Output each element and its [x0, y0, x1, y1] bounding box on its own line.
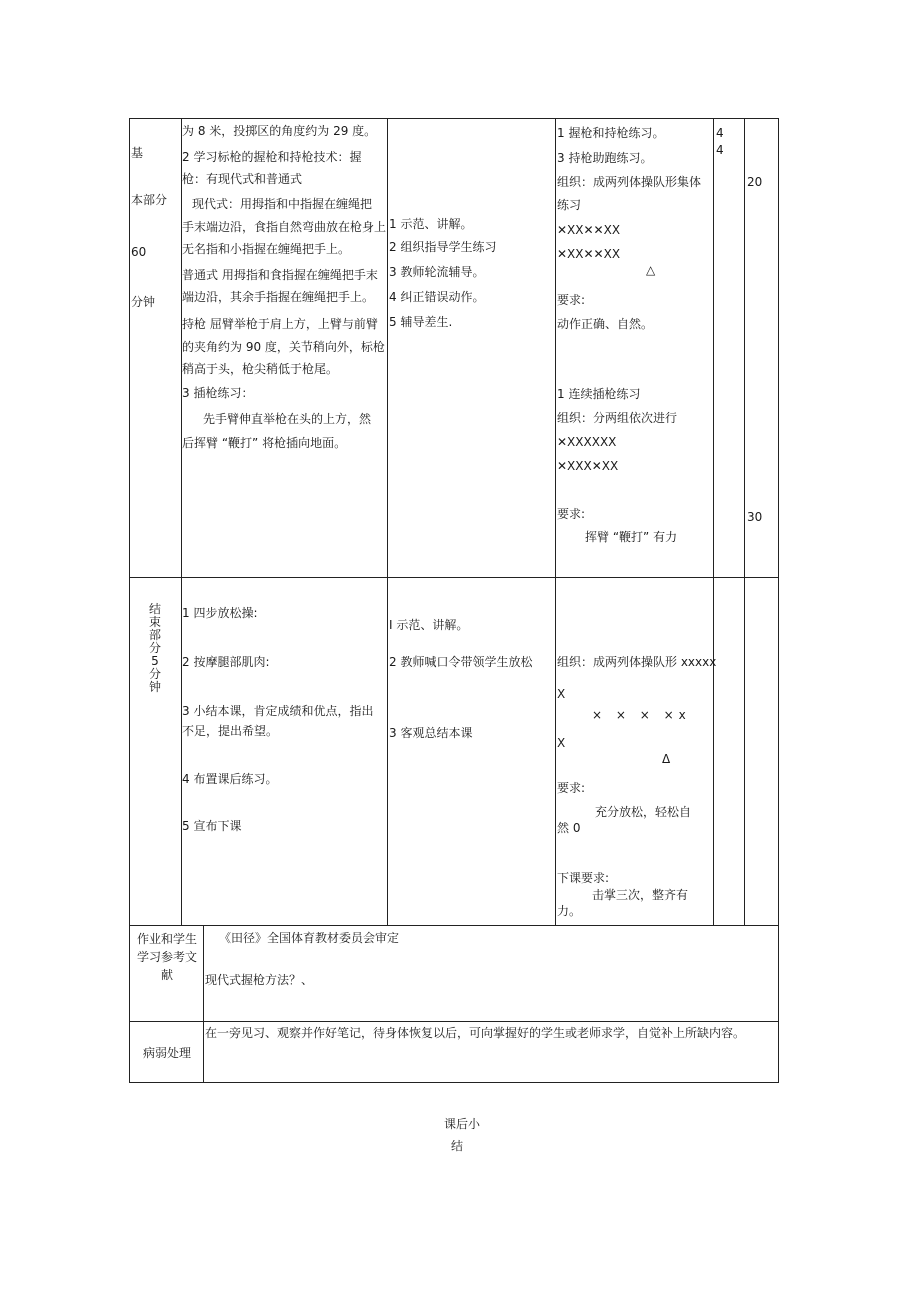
main-student-line: 要求: [557, 507, 586, 521]
end-student-triangle: Δ [662, 752, 671, 766]
sick-label: 病弱处理 [142, 1046, 191, 1060]
after-class-summary-2: 结 [451, 1139, 464, 1153]
end-content-line: 不足，提出希望。 [182, 724, 279, 738]
col-divider-student [555, 118, 556, 926]
main-content-line: 现代式：用拇指和中指握在缠绳把 [192, 197, 373, 211]
main-teacher-line: 4 纠正错误动作。 [389, 290, 485, 304]
col-divider-teacher [387, 118, 388, 926]
main-content-line: 2 学习标枪的握枪和持枪技术：握 [182, 150, 362, 164]
table-border-top [129, 118, 779, 119]
end-student-line: 击掌三次，整齐有 [592, 888, 689, 902]
main-content-line: 端边沿，其余手指握在缠绳把手上。 [182, 290, 375, 304]
main-content-line: 的夹角约为 90 度，关节稍向外，标枪 [182, 340, 385, 354]
main-student-line: 组织：分两组依次进行 [557, 411, 678, 425]
main-time: 20 [747, 175, 763, 189]
end-teacher-line: 3 客观总结本课 [389, 726, 473, 740]
homework-label-2: 学习参考文 [136, 950, 197, 964]
main-teacher-line: 2 组织指导学生练习 [389, 240, 497, 254]
row-divider-main-end [129, 577, 779, 578]
end-student-line: 组织：成两列体操队形 xxxxx [557, 655, 717, 669]
homework-label-3: 献 [160, 968, 173, 982]
end-teacher-line: 2 教师喊口令带领学生放松 [389, 655, 533, 669]
end-content-line: 3 小结本课，肯定成绩和优点，指出 [182, 704, 374, 718]
main-content-line: 为 8 米，投掷区的角度约为 29 度。 [182, 124, 377, 138]
main-content-line: 先手臂伸直举枪在头的上方，然 [203, 412, 372, 426]
main-teacher-line: 3 教师轮流辅导。 [389, 265, 485, 279]
col-divider-count [713, 118, 714, 926]
main-student-formation: ✕XXX✕XX [557, 459, 619, 473]
main-content-line: 手末端边沿，食指自然弯曲放在枪身上 [182, 220, 387, 234]
end-student-line: 然 0 [557, 821, 581, 835]
sick-text: 在一旁见习、观察并作好笔记，待身体恢复以后，可向掌握好的学生或老师求学，自觉补上所缺内容。 [205, 1026, 746, 1040]
end-content-line: 5 宣布下课 [182, 819, 242, 833]
col-divider-content [181, 118, 182, 926]
main-section-label-3: 60 [131, 245, 147, 259]
main-section-label-1: 基 [131, 146, 144, 160]
main-student-line: 动作正确、自然。 [557, 317, 654, 331]
end-content-line: 1 四步放松操: [182, 606, 258, 620]
table-border-left [129, 118, 130, 1083]
main-count: 4 [716, 126, 724, 140]
col-divider-bottom-rows [203, 925, 204, 1083]
main-content-line: 稍高于头，枪尖稍低于枪尾。 [182, 362, 339, 376]
main-teacher-line: 5 辅导差生. [389, 315, 453, 329]
main-section-label-2: 本部分 [131, 193, 168, 207]
main-student-formation: ✕XXXXXX [557, 435, 617, 449]
row-divider-end-end [129, 925, 779, 926]
end-teacher-line: I 示范、讲解。 [389, 618, 469, 632]
end-student-line: 力。 [557, 904, 582, 918]
end-student-line: 充分放松，轻松自 [595, 805, 692, 819]
end-content-line: 4 布置课后练习。 [182, 772, 278, 786]
homework-reference: 《田径》全国体育教材委员会审定 [219, 931, 400, 945]
main-count: 4 [716, 143, 724, 157]
end-student-formation: X [557, 736, 566, 750]
col-divider-time [744, 118, 745, 926]
end-student-formation: X [557, 687, 566, 701]
main-student-formation: ✕XX✕✕XX [557, 223, 621, 237]
main-student-line: 1 握枪和持枪练习。 [557, 126, 665, 140]
end-content-line: 2 按摩腿部肌肉: [182, 655, 270, 669]
main-content-line: 无名指和小指握在缠绳把手上。 [182, 242, 351, 256]
main-student-line: 挥臂 “鞭打” 有力 [585, 530, 678, 544]
end-student-line: 下课要求: [557, 871, 610, 885]
main-content-line: 后挥臂 “鞭打” 将枪插向地面。 [182, 436, 347, 450]
main-content-line: 3 插枪练习： [182, 386, 254, 400]
main-teacher-line: 1 示范、讲解。 [389, 217, 473, 231]
main-content-line: 普通式 用拇指和食指握在缠绳把手末 [182, 268, 378, 282]
main-student-line: 1 连续插枪练习 [557, 387, 641, 401]
main-student-line: 3 持枪助跑练习。 [557, 151, 653, 165]
main-section-label-4: 分钟 [131, 295, 156, 309]
main-content-line: 枪：有现代式和普通式 [182, 172, 303, 186]
table-border-bottom [129, 1082, 779, 1083]
main-student-line: 要求: [557, 293, 586, 307]
homework-question: 现代式握枪方法？、 [205, 973, 314, 987]
row-divider-homework-end [129, 1021, 779, 1022]
main-content-line: 持枪 屈臂举枪于肩上方，上臂与前臂 [182, 317, 378, 331]
main-student-line: 组织：成两列体操队形集体 [557, 175, 702, 189]
end-student-formation: × × × ×x [592, 708, 691, 722]
end-student-line: 要求: [557, 781, 586, 795]
main-student-line: 练习 [557, 198, 582, 212]
homework-label-1: 作业和学生 [136, 932, 197, 946]
table-border-right [778, 118, 779, 1083]
main-student-triangle: △ [646, 263, 656, 277]
end-section-label: 结束部分5分钟 [148, 602, 161, 694]
main-time: 30 [747, 510, 763, 524]
main-student-formation: ✕XX✕✕XX [557, 247, 621, 261]
after-class-summary-1: 课后小 [444, 1117, 481, 1131]
